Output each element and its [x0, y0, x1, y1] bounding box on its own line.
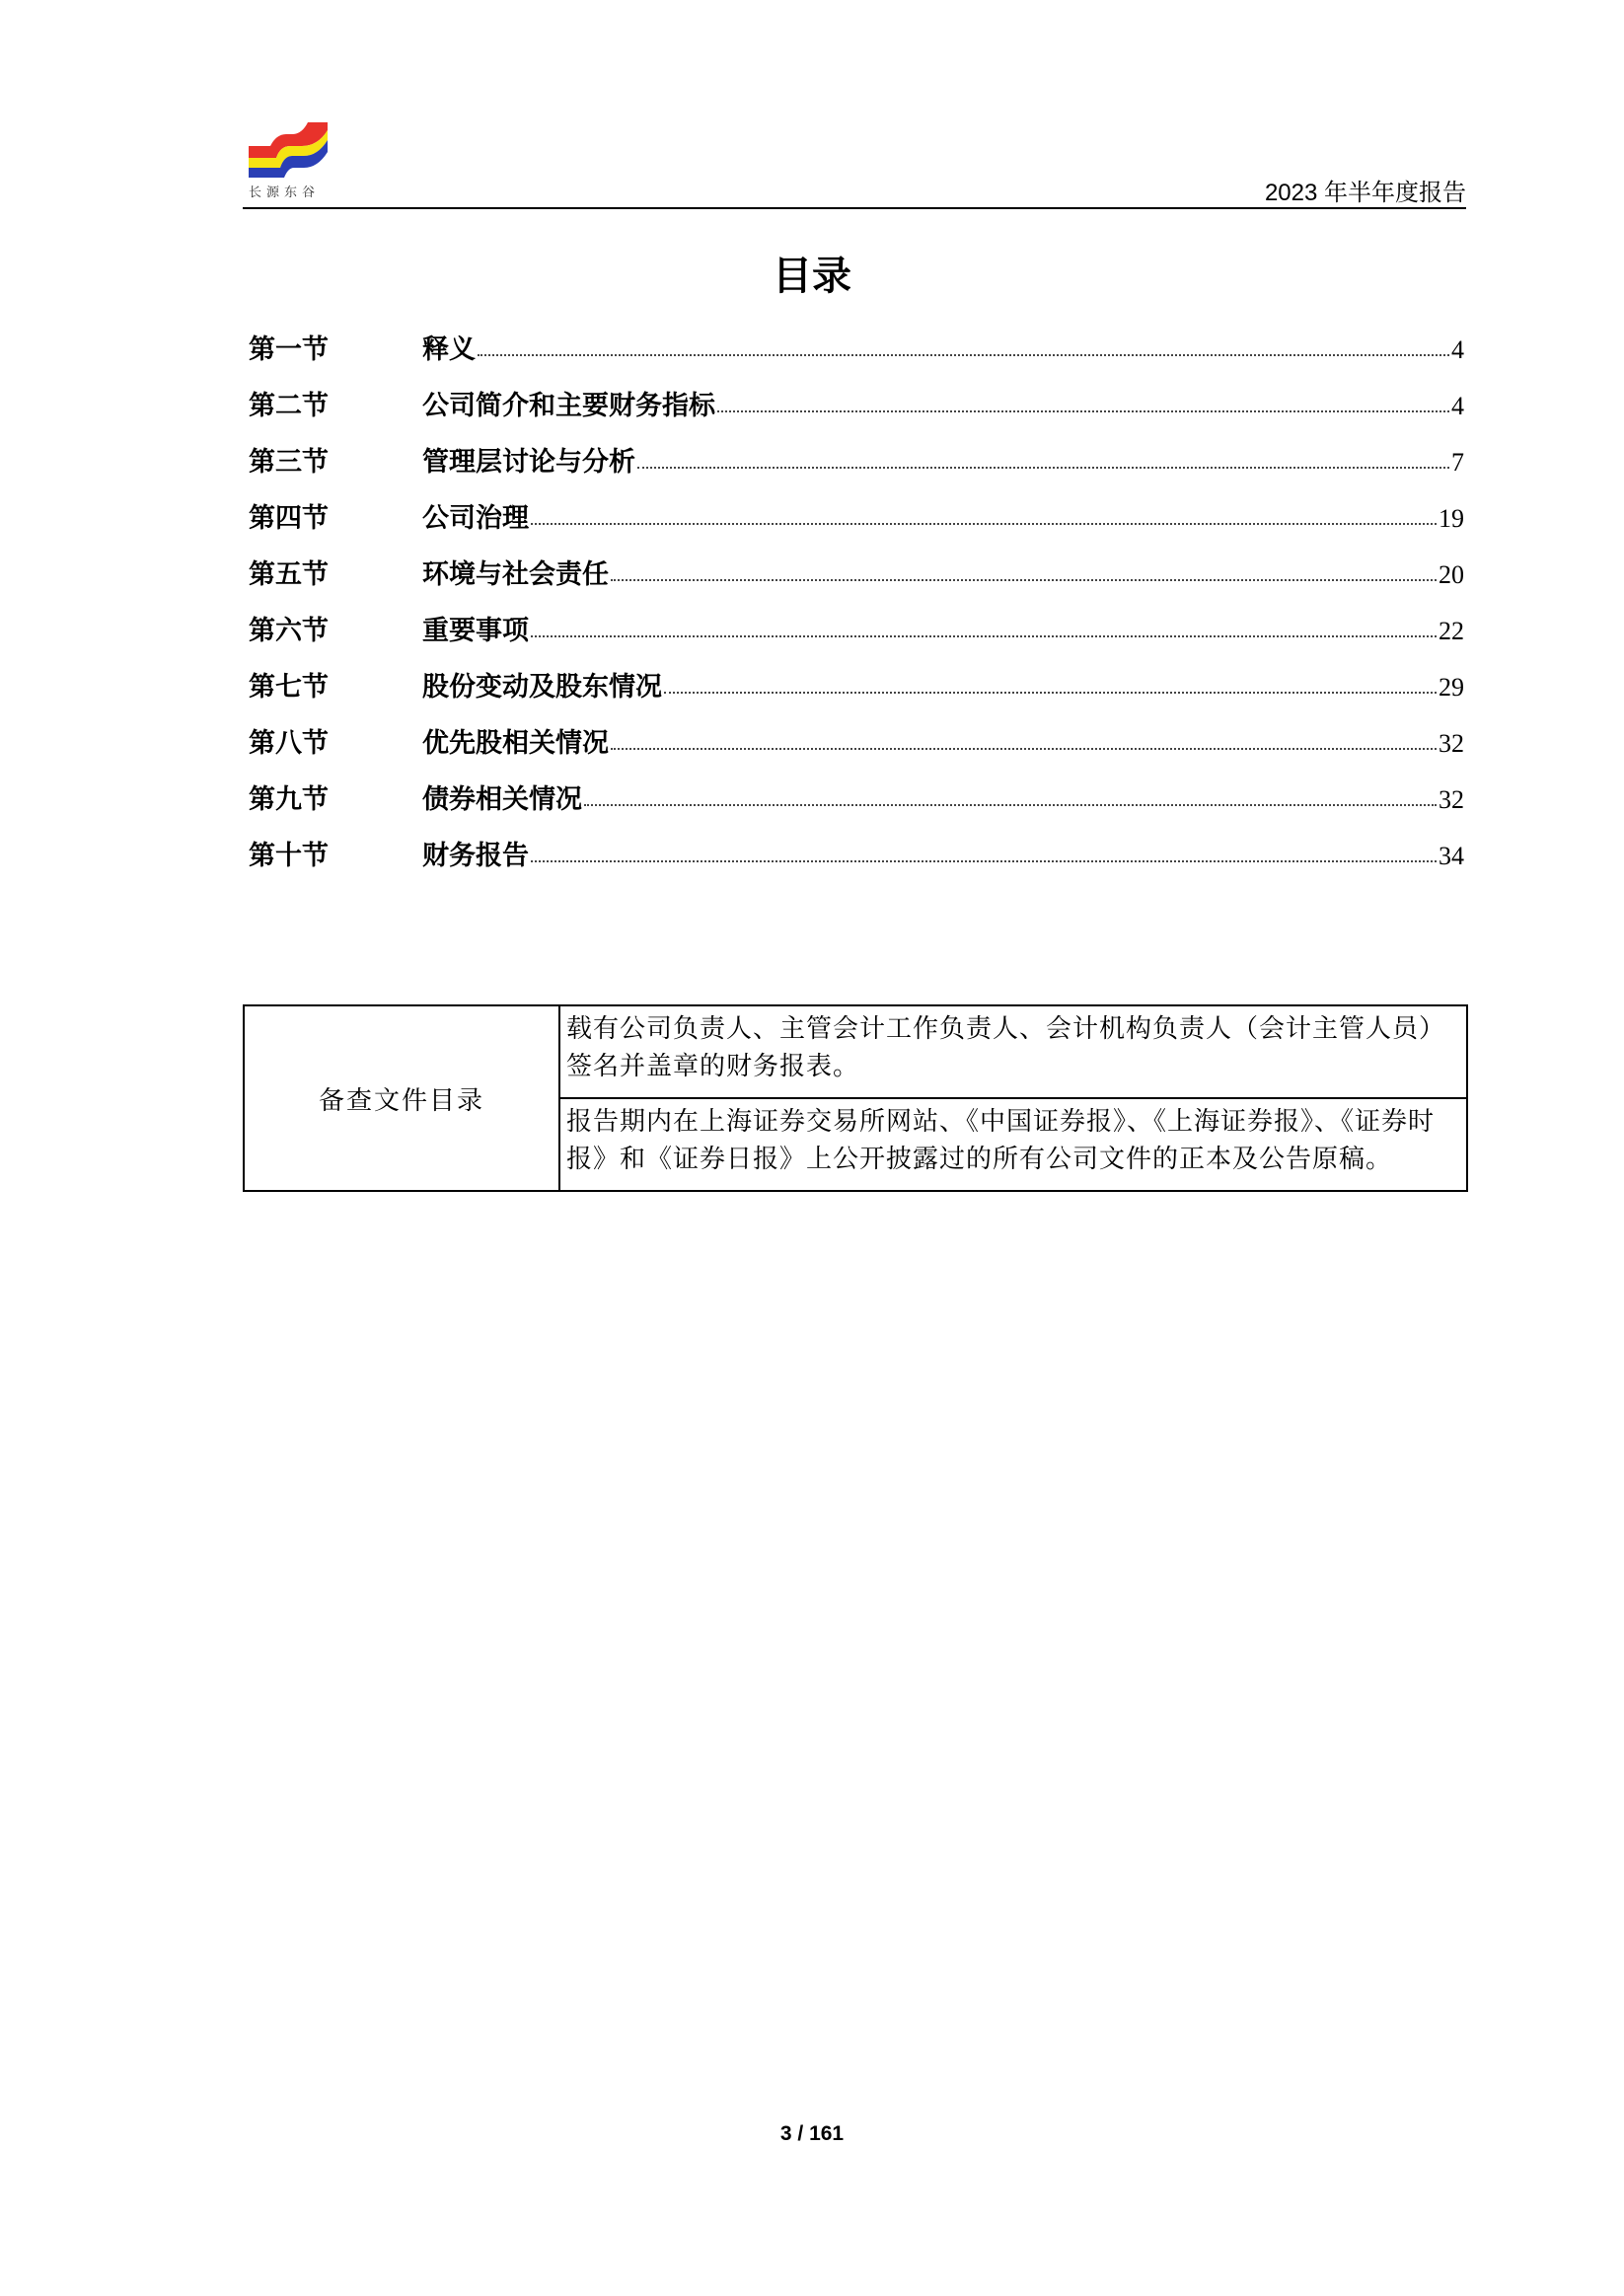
report-title: 2023 年半年度报告: [1264, 180, 1466, 206]
toc-section-number: 第七节: [249, 672, 329, 703]
page-header: [243, 116, 1466, 211]
toc-dot-leader: [717, 409, 1449, 412]
table-of-contents: [249, 333, 1464, 896]
header-divider: [243, 207, 1466, 209]
toc-section-number: 第一节: [249, 334, 329, 365]
toc-section-title: 重要事项: [422, 616, 529, 646]
toc-dot-leader: [611, 747, 1437, 750]
toc-section-title: 公司简介和主要财务指标: [422, 391, 715, 421]
toc-section-number: 第八节: [249, 728, 329, 759]
toc-dot-leader: [531, 634, 1437, 637]
toc-page-number: 4: [1451, 392, 1464, 420]
toc-entry[interactable]: [249, 671, 1464, 727]
toc-entry[interactable]: [249, 840, 1464, 896]
current-page-number: 3: [779, 2122, 792, 2145]
toc-section-title: 股份变动及股东情况: [422, 672, 662, 703]
toc-section-title: 债券相关情况: [422, 784, 582, 815]
toc-section-title: 管理层讨论与分析: [422, 447, 635, 478]
toc-page-number: 34: [1439, 842, 1464, 870]
toc-section-title: 优先股相关情况: [422, 728, 609, 759]
toc-dot-leader: [584, 803, 1437, 806]
toc-page-number: 4: [1451, 335, 1464, 364]
toc-dot-leader: [531, 522, 1437, 525]
toc-section-number: 第六节: [249, 616, 329, 646]
table-row: [244, 1005, 1467, 1098]
toc-page-number: 19: [1439, 504, 1464, 533]
page-separator: /: [797, 2122, 804, 2145]
toc-section-number: 第二节: [249, 391, 329, 421]
toc-section-title: 释义: [422, 334, 476, 365]
toc-section-title: 公司治理: [422, 503, 529, 534]
toc-dot-leader: [664, 691, 1437, 694]
reference-label-cell: 备查文件目录: [244, 1005, 559, 1191]
toc-page-number: 7: [1451, 448, 1464, 477]
toc-page-number: 32: [1439, 729, 1464, 758]
toc-section-number: 第四节: [249, 503, 329, 534]
toc-section-number: 第十节: [249, 841, 329, 871]
toc-entry[interactable]: [249, 615, 1464, 671]
page-footer: [0, 2122, 1624, 2146]
toc-section-title: 财务报告: [422, 841, 529, 871]
toc-section-title: 环境与社会责任: [422, 559, 609, 590]
toc-page-number: 22: [1439, 617, 1464, 645]
toc-section-number: 第三节: [249, 447, 329, 478]
toc-dot-leader: [478, 353, 1449, 356]
toc-dot-leader: [611, 578, 1437, 581]
toc-entry[interactable]: [249, 333, 1464, 390]
toc-page-number: 32: [1439, 785, 1464, 814]
reference-documents-table: [243, 1004, 1468, 1192]
toc-entry[interactable]: [249, 783, 1464, 840]
toc-entry[interactable]: [249, 727, 1464, 783]
toc-dot-leader: [637, 466, 1449, 469]
toc-page-number: 20: [1439, 560, 1464, 589]
page-title: 目录: [773, 254, 851, 299]
toc-section-number: 第五节: [249, 559, 329, 590]
toc-entry[interactable]: [249, 502, 1464, 558]
toc-entry[interactable]: [249, 390, 1464, 446]
toc-dot-leader: [531, 859, 1437, 862]
logo-wordmark: 长源东谷: [249, 185, 321, 200]
toc-entry[interactable]: [249, 558, 1464, 615]
toc-section-number: 第九节: [249, 784, 329, 815]
reference-item-cell: 报告期内在上海证券交易所网站、《中国证券报》、《上海证券报》、《证券时报》和《证券日报》上公开披露过的所有公司文件的正本及公告原稿。: [559, 1098, 1467, 1191]
reference-item-cell: 载有公司负责人、主管会计工作负责人、会计机构负责人（会计主管人员）签名并盖章的财务报表。: [559, 1005, 1467, 1098]
toc-entry[interactable]: [249, 446, 1464, 502]
toc-page-number: 29: [1439, 673, 1464, 702]
total-page-count: 161: [809, 2122, 845, 2145]
